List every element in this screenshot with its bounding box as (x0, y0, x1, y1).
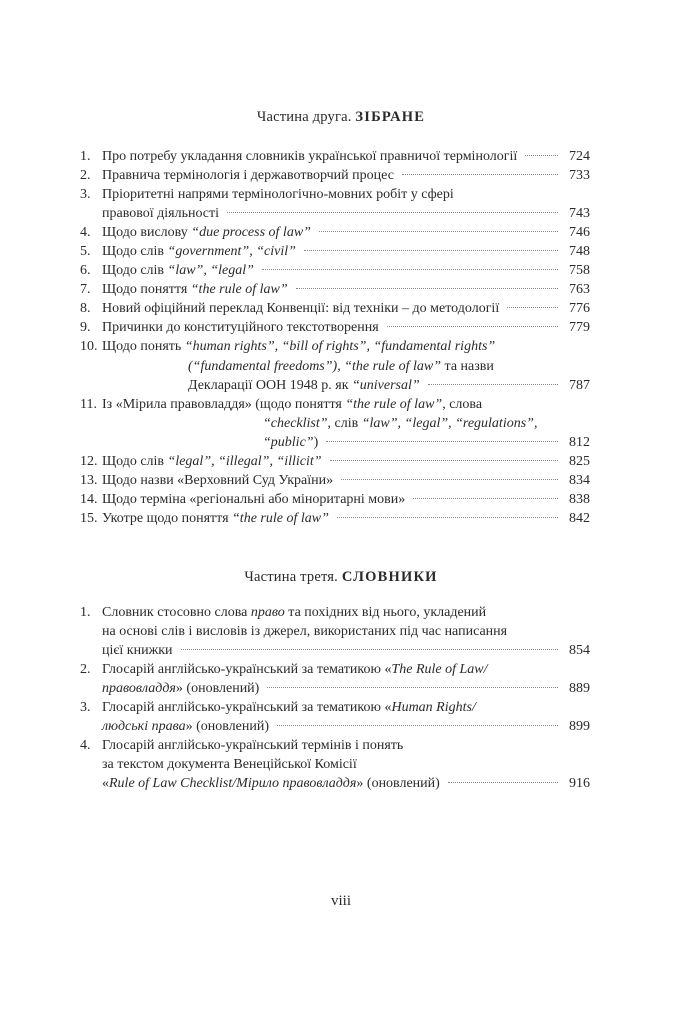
entry-number: 5. (80, 244, 91, 260)
entry-page-number: 812 (569, 434, 590, 450)
part-two-heading (0, 109, 682, 126)
toc-entry[interactable] (80, 337, 590, 394)
entry-page-number: 733 (569, 168, 590, 184)
entry-title-text (102, 452, 322, 471)
entry-title-text (102, 242, 296, 261)
entry-title-text (102, 490, 405, 509)
entry-title-segment: за текстом документа Венеційської Комісії (102, 757, 357, 773)
entry-title-italic: “human rights”, “bill of rights”, “fundamental rights” (184, 339, 496, 355)
entry-number: 8. (80, 301, 91, 317)
entry-page-number: 779 (569, 320, 590, 336)
entry-number: 4. (80, 738, 91, 754)
toc-entry-line (80, 509, 590, 528)
entry-title-italic: Rule of Law Checklist/Мірило правовладдя (109, 776, 357, 792)
entry-page-number: 776 (569, 301, 590, 317)
leader-dots (262, 269, 558, 270)
entry-title-text (188, 376, 420, 395)
entry-title-text (102, 299, 499, 318)
toc-entry[interactable] (80, 490, 590, 509)
entry-title-segment: та назви (441, 358, 494, 374)
entry-title-text (102, 679, 259, 698)
toc-entry-line (80, 223, 590, 242)
entry-title-text (102, 185, 454, 204)
entry-number: 11. (80, 396, 97, 412)
toc-entry-line (80, 755, 590, 774)
entry-page-number: 763 (569, 282, 590, 298)
entry-number: 1. (80, 149, 91, 164)
entry-title-italic: “law”, “legal”, “regulations”, (361, 415, 538, 431)
toc-entry-line (80, 736, 590, 755)
toc-entry[interactable] (80, 603, 590, 660)
toc-entry-line (80, 242, 590, 261)
leader-dots (448, 782, 558, 783)
entry-number: 14. (80, 491, 98, 507)
entry-title-italic: Human Rights/ (391, 700, 476, 716)
entry-title-text (102, 622, 507, 641)
toc-entry-line (80, 471, 590, 490)
leader-dots (330, 460, 558, 461)
toc-entry-line (80, 204, 590, 223)
leader-dots (304, 250, 558, 251)
toc-entry[interactable] (80, 509, 590, 528)
toc-entry-line (80, 280, 590, 299)
toc-entry-line (80, 433, 590, 452)
entry-title-text (102, 223, 311, 242)
entry-title-italic: “the rule of law” (345, 396, 443, 412)
toc-entry[interactable] (80, 452, 590, 471)
entry-title-segment: ) (313, 434, 319, 450)
entry-number: 6. (80, 263, 91, 279)
entry-title-segment: Щодо слів (102, 244, 168, 260)
part-two-prefix: Частина друга. (256, 109, 356, 125)
entry-title-italic: “the rule of law” (190, 282, 288, 298)
toc-entry[interactable] (80, 698, 590, 736)
entry-title-italic: The Rule of Law/ (391, 662, 488, 678)
entry-title-segment: Новий офіційний переклад Конвенції: від техніки – до методології (102, 301, 500, 317)
entry-number: 12. (80, 453, 98, 469)
toc-entry-line (80, 490, 590, 509)
entry-title-segment: Глосарій англійсько-український термінів і понять (102, 738, 404, 754)
leader-dots (277, 725, 558, 726)
entry-title-segment: Про потребу укладання словників української правничої термінології (102, 149, 518, 164)
leader-dots (319, 231, 558, 232)
entry-title-text (188, 357, 494, 376)
entry-title-text (263, 414, 537, 433)
entry-page-number: 724 (569, 149, 590, 164)
entry-number: 4. (80, 225, 91, 241)
toc-entry-line (80, 147, 590, 166)
entry-page-number: 889 (569, 681, 590, 697)
toc-entry[interactable] (80, 660, 590, 698)
entry-title-segment: Щодо вислову (102, 225, 192, 241)
part-three-contents (80, 603, 590, 793)
entry-title-segment: , слова (442, 396, 483, 412)
toc-entry-line (80, 337, 590, 356)
toc-entry-line (80, 395, 590, 414)
entry-title-text (102, 166, 394, 185)
toc-entry[interactable] (80, 299, 590, 318)
entry-title-italic: (“fundamental freedoms”), “the rule of law” (188, 358, 442, 374)
page-number: viii (330, 893, 351, 909)
entry-number: 2. (80, 168, 91, 184)
entry-title-segment: Щодо поняття (102, 282, 191, 298)
entry-page-number: 854 (569, 643, 590, 659)
entry-page-number: 787 (569, 377, 590, 393)
entry-title-italic: “law”, “legal” (167, 263, 254, 279)
entry-number: 15. (80, 510, 98, 526)
part-two-title: ЗІБРАНЕ (355, 109, 426, 125)
entry-title-italic: “due process of law” (191, 225, 311, 241)
entry-title-segment: та похідних від нього, укладений (284, 605, 487, 620)
toc-entry[interactable] (80, 185, 590, 223)
entry-title-segment: » (оновлений) (356, 776, 440, 792)
leader-dots (337, 517, 558, 518)
toc-entry[interactable] (80, 318, 590, 337)
entry-title-italic: “universal” (352, 377, 420, 393)
entry-title-segment: Пріоритетні напрями термінологічно-мовних робіт у сфері (102, 187, 454, 203)
entry-title-segment: Глосарій англійсько-український за тематикою « (102, 662, 392, 678)
entry-page-number: 834 (569, 472, 590, 488)
entry-title-text (102, 717, 269, 736)
entry-title-segment: Із «Мірила правовладдя» (щодо поняття (102, 396, 346, 412)
part-three-heading (0, 569, 682, 586)
leader-dots (387, 326, 558, 327)
entry-title-text (102, 641, 173, 660)
entry-title-segment: « (102, 776, 109, 792)
entry-title-italic: право (250, 605, 285, 620)
toc-entry-line (80, 622, 590, 641)
entry-title-segment: » (оновлений) (185, 719, 269, 735)
leader-dots (326, 441, 558, 442)
toc-entry-line (80, 679, 590, 698)
entry-page-number: 842 (569, 510, 590, 526)
toc-entry-line (80, 603, 590, 622)
entry-title-segment: Правнича термінологія і державотворчий процес (102, 168, 394, 184)
entry-title-segment: Декларації ООН 1948 р. як (188, 377, 352, 393)
toc-entry[interactable] (80, 223, 590, 242)
entry-title-italic: “legal”, “illegal”, “illicit” (167, 453, 322, 469)
toc-entry-line (80, 452, 590, 471)
toc-entry[interactable] (80, 471, 590, 490)
entry-title-segment: Щодо слів (102, 263, 168, 279)
leader-dots (181, 649, 558, 650)
entry-title-text (102, 204, 219, 223)
entry-title-segment: Щодо понять (102, 339, 185, 355)
entry-title-segment: Укотре щодо поняття (102, 510, 233, 526)
entry-title-text (102, 337, 495, 356)
entry-number: 7. (80, 282, 91, 298)
leader-dots (507, 307, 558, 308)
entry-title-text (102, 395, 482, 414)
toc-entry-line (80, 717, 590, 736)
toc-entry[interactable] (80, 736, 590, 793)
leader-dots (267, 687, 558, 688)
entry-title-text (102, 736, 403, 755)
entry-title-segment: на основі слів і висловів із джерел, використаних під час написання (102, 624, 508, 640)
entry-page-number: 899 (569, 719, 590, 735)
leader-dots (413, 498, 558, 499)
toc-entry-line (80, 185, 590, 204)
entry-title-text (102, 660, 488, 679)
toc-entry-line (80, 641, 590, 660)
toc-entry-line (80, 414, 590, 433)
entry-title-text (102, 774, 440, 793)
toc-entry[interactable] (80, 166, 590, 185)
entry-title-text (263, 433, 318, 452)
entry-title-text (102, 471, 333, 490)
part-three-prefix: Частина третя. (244, 569, 342, 585)
entry-page-number: 748 (569, 244, 590, 260)
toc-entry-line (80, 660, 590, 679)
entry-title-text (102, 698, 476, 717)
entry-title-segment: » (оновлений) (175, 681, 260, 697)
entry-title-segment: Причинки до конституційного текстотворення (102, 320, 379, 336)
entry-title-italic: “the rule of law” (232, 510, 329, 526)
entry-title-segment: Щодо слів (102, 453, 168, 469)
entry-page-number: 825 (569, 453, 590, 469)
entry-number: 13. (80, 472, 98, 488)
toc-entry-line (80, 774, 590, 793)
entry-page-number: 743 (569, 206, 590, 222)
entry-title-italic: правовладдя (102, 681, 176, 697)
entry-number: 3. (80, 187, 91, 203)
entry-title-italic: “public” (263, 434, 314, 450)
entry-title-text (102, 147, 517, 166)
toc-entry-line (80, 357, 590, 376)
entry-page-number: 838 (569, 491, 590, 507)
entry-title-segment: правової діяльності (102, 206, 220, 222)
entry-title-text (102, 755, 357, 774)
entry-page-number: 916 (569, 776, 590, 792)
toc-entry-line (80, 166, 590, 185)
toc-entry-line (80, 318, 590, 337)
entry-number: 2. (80, 662, 91, 678)
leader-dots (402, 174, 558, 175)
toc-entry[interactable] (80, 242, 590, 261)
entry-title-text (102, 509, 329, 528)
toc-entry-line (80, 376, 590, 395)
entry-page-number: 746 (569, 225, 590, 241)
leader-dots (227, 212, 558, 213)
entry-number: 9. (80, 320, 91, 336)
entry-title-text (102, 318, 379, 337)
leader-dots (525, 155, 558, 156)
entry-title-text (102, 261, 254, 280)
part-three-title: СЛОВНИКИ (341, 569, 438, 585)
entry-number: 10. (80, 339, 98, 355)
toc-entry[interactable] (80, 147, 590, 166)
toc-entry-line (80, 299, 590, 318)
entry-title-segment: Щодо терміна «регіональні або міноритарні мови» (102, 491, 406, 507)
part-two-contents (80, 147, 590, 528)
entry-title-segment: Щодо назви «Верховний Суд України» (102, 472, 334, 488)
toc-entry[interactable] (80, 280, 590, 299)
entry-title-segment: Словник стосовно слова (102, 605, 251, 620)
leader-dots (296, 288, 558, 289)
entry-title-italic: “government”, “civil” (167, 244, 296, 260)
entry-title-text (102, 603, 486, 622)
entry-number: 3. (80, 700, 91, 716)
entry-title-segment: , слів (327, 415, 362, 431)
leader-dots (428, 384, 558, 385)
entry-title-segment: цієї книжки (102, 643, 173, 659)
entry-title-italic: людські права (102, 719, 186, 735)
leader-dots (341, 479, 558, 480)
entry-title-segment: Глосарій англійсько-український за тематикою « (102, 700, 392, 716)
entry-title-italic: “checklist” (263, 415, 328, 431)
toc-entry-line (80, 261, 590, 280)
toc-entry[interactable] (80, 395, 590, 452)
entry-page-number: 758 (569, 263, 590, 279)
toc-entry[interactable] (80, 261, 590, 280)
toc-entry-line (80, 698, 590, 717)
entry-title-text (102, 280, 288, 299)
entry-number: 1. (80, 605, 91, 620)
